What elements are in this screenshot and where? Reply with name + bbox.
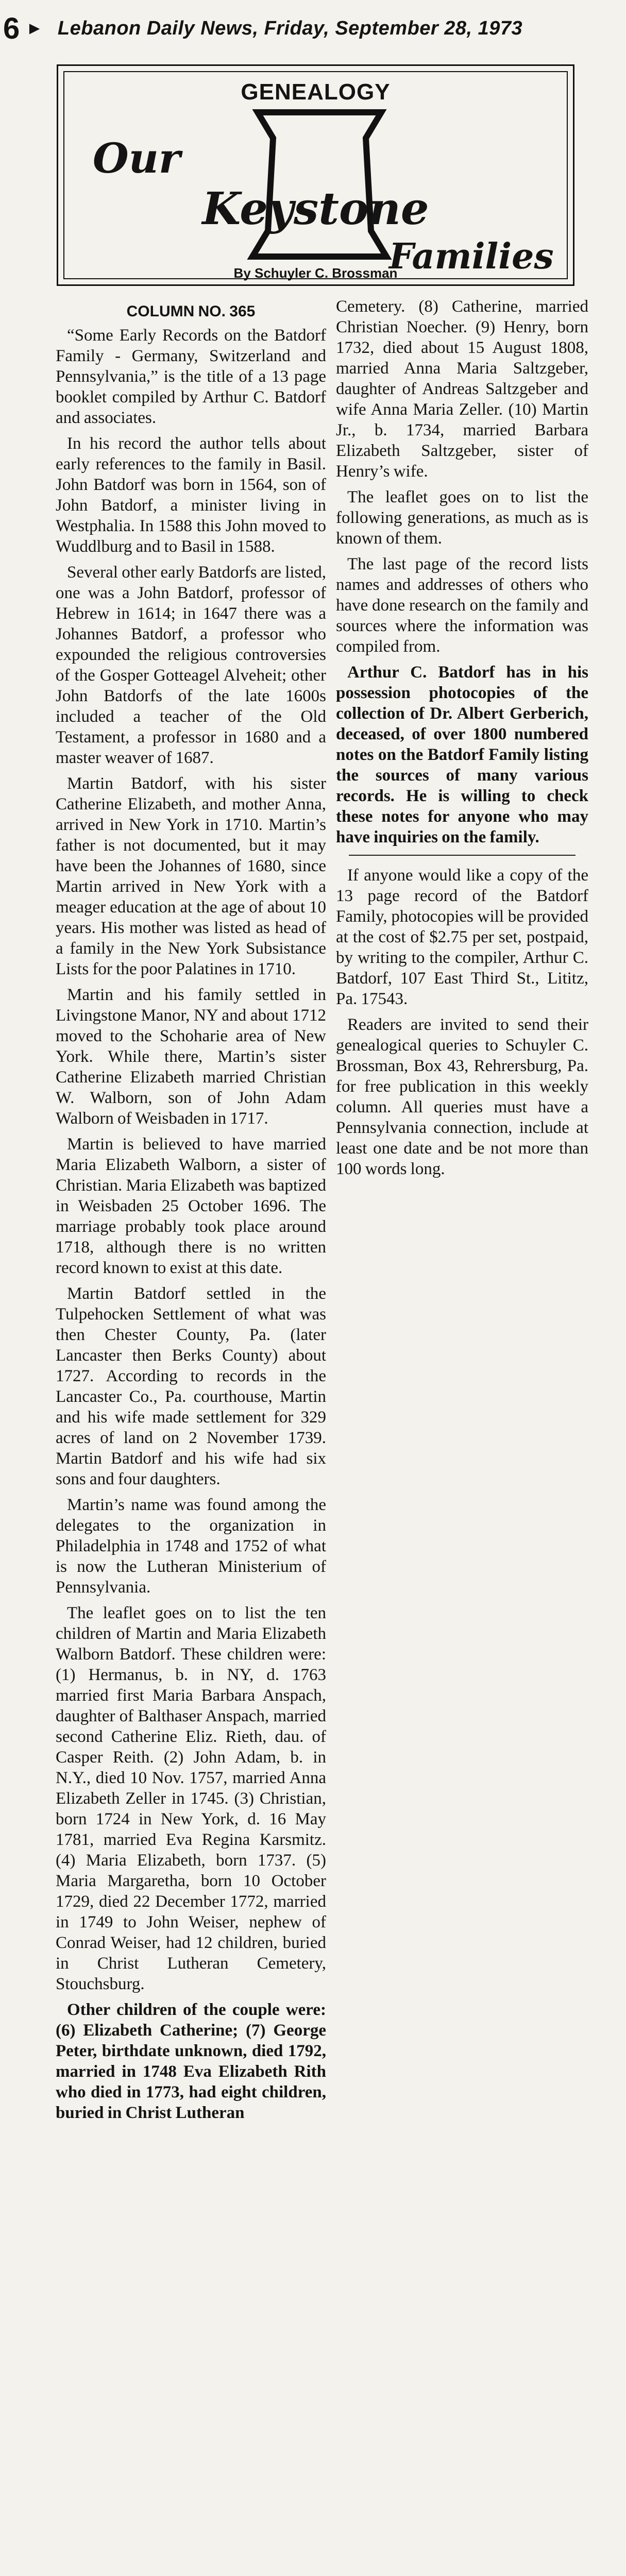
masthead-title-our: Our xyxy=(93,134,180,182)
paragraph: Arthur C. Batdorf has in his possession photocopies of the collection of Dr. Albert Gerberich, deceased, of over 1800 numbered notes on the Batdorf Family listing the sources of many various records. He is willing to check these notes for anyone who may have inquiries on the family. xyxy=(336,663,588,846)
arrow-icon: ► xyxy=(26,18,43,38)
masthead-title-keystone: Keystone xyxy=(202,183,429,235)
paragraph: If anyone would like a copy of the 13 page record of the Batdorf Family, photocopies will be provided at the cost of $2.75 per set, postpaid, by writing to the compiler, Arthur C. Batdorf, 107 East Third St., Lititz, Pa. 17543. xyxy=(336,866,588,1008)
paragraph: The last page of the record lists names and addresses of others who have done research on the family and sources where the information was compiled from. xyxy=(336,555,588,656)
paragraph: Martin Batdorf, with his sister Catherine Elizabeth, and mother Anna, arrived in New York in 1710. Martin’s father is not documented, but it may have been the Johannes of 1680, since Martin arrived in New York with a meager education at the age of about 10 years. His mother was listed as head of a family in the New York Subsistance Lists for the poor Palatines in 1710. xyxy=(56,774,326,978)
paragraph: Martin’s name was found among the delegates to the organization in Philadelphia in 1748 and 1752 of what is now the Lutheran Ministerium of Pennsylvania. xyxy=(56,1496,326,1597)
paragraph: In his record the author tells about early references to the family in Basil. John Batdorf was born in 1564, son of John Batdorf, a minister living in Westphalia. In 1588 this John moved to Wuddlburg and to Basil in 1588. xyxy=(56,434,326,556)
column-masthead xyxy=(57,64,574,286)
column-heading: COLUMN NO. 365 xyxy=(126,303,256,320)
page-header xyxy=(0,0,626,57)
masthead-kicker: GENEALOGY xyxy=(241,79,391,105)
section-divider xyxy=(349,855,576,856)
paragraph: “Some Early Records on the Batdorf Family - Germany, Switzerland and Pennsylvania,” is the title of a 13 page booklet compiled by Arthur C. Batdorf and associates. xyxy=(56,326,326,427)
paragraph: Martin Batdorf settled in the Tulpehocken Settlement of what was then Chester County, Pa. (later Lancaster then Berks County) about 1727. According to records in the Lancaster Co., Pa. courthouse, Martin and his wife made settlement for 329 acres of land on 2 November 1739. Martin Batdorf and his wife had six sons and four daughters. xyxy=(56,1284,326,1488)
paragraph: Martin and his family settled in Livingstone Manor, NY and about 1712 moved to the Schoharie area of New York. While there, Martin’s sister Catherine Elizabeth married Christian W. Walborn, son of John Adam Walborn of Weisbaden in 1717. xyxy=(56,986,326,1128)
article-column-2 xyxy=(336,296,588,1184)
paragraph: Cemetery. (8) Catherine, married Christian Noecher. (9) Henry, born 1732, died about 15 August 1808, married Anna Maria Saltzgeber, daughter of Andreas Saltzgeber and wife Anna Maria Zeller. (10) Martin Jr., b. 1734, married Barbara Elizabeth Saltzgeber, sister of Henry’s wife. xyxy=(336,297,588,481)
paragraph: Other children of the couple were: (6) Elizabeth Catherine; (7) George Peter, birthdate unknown, died 1792, married in 1748 Eva Elizabeth Rith who died in 1773, had eight children, buried in Christ Lutheran xyxy=(56,2001,326,2122)
paragraph: The leaflet goes on to list the ten children of Martin and Maria Elizabeth Walborn Batdorf. These children were: (1) Hermanus, b. in NY, d. 1763 married first Maria Barbara Anspach, daughter of Balthaser Anspach, married second Catherine Eliz. Rieth, dau. of Casper Reith. (2) John Adam, b. in N.Y., died 10 Nov. 1757, married Anna Elizabeth Zeller in 1745. (3) Christian, born 1724 in New York, d. 16 May 1781, married Eva Regina Karsmitz. (4) Maria Elizabeth, born 1737. (5) Maria Margaretha, born 10 October 1729, died 22 December 1772, married in 1749 to John Weiser, nephew of Conrad Weiser, had 12 children, buried in Christ Lutheran Cemetery, Stouchsburg. xyxy=(56,1604,326,1993)
paragraph: Readers are invited to send their genealogical queries to Schuyler C. Brossman, Box 43, Rehrersburg, Pa. for free publication in this weekly column. All queries must have a Pennsylvania connection, include at least one date and be not more than 100 words long. xyxy=(336,1015,588,1178)
page-number: 6 xyxy=(3,11,20,45)
paragraph: The leaflet goes on to list the following generations, as much as is known of them. xyxy=(336,488,588,548)
paragraph: Martin is believed to have married Maria Elizabeth Walborn, a sister of Christian. Maria Elizabeth was baptized in Weisbaden 25 October 1696. The marriage probably took place around 1718, although there is no written record known to exist at this date. xyxy=(56,1135,326,1277)
byline: By Schuyler C. Brossman xyxy=(233,265,398,281)
masthead-inner-border xyxy=(63,71,568,279)
article-column-1 xyxy=(56,301,326,2128)
dateline: Lebanon Daily News, Friday, September 28, 1973 xyxy=(57,17,523,39)
paragraph: Several other early Batdorfs are listed, one was a John Batdorf, professor of Hebrew in 1614; in 1647 there was a Johannes Batdorf, a professor who expounded the religious controversies of the Gosper Gotteagel Alveheit; other John Batdorfs of the late 1600s included a teacher of the Old Testament, a professor in 1680 and a master weaver of 1687. xyxy=(56,563,326,767)
masthead-title-families: Families xyxy=(389,236,554,277)
